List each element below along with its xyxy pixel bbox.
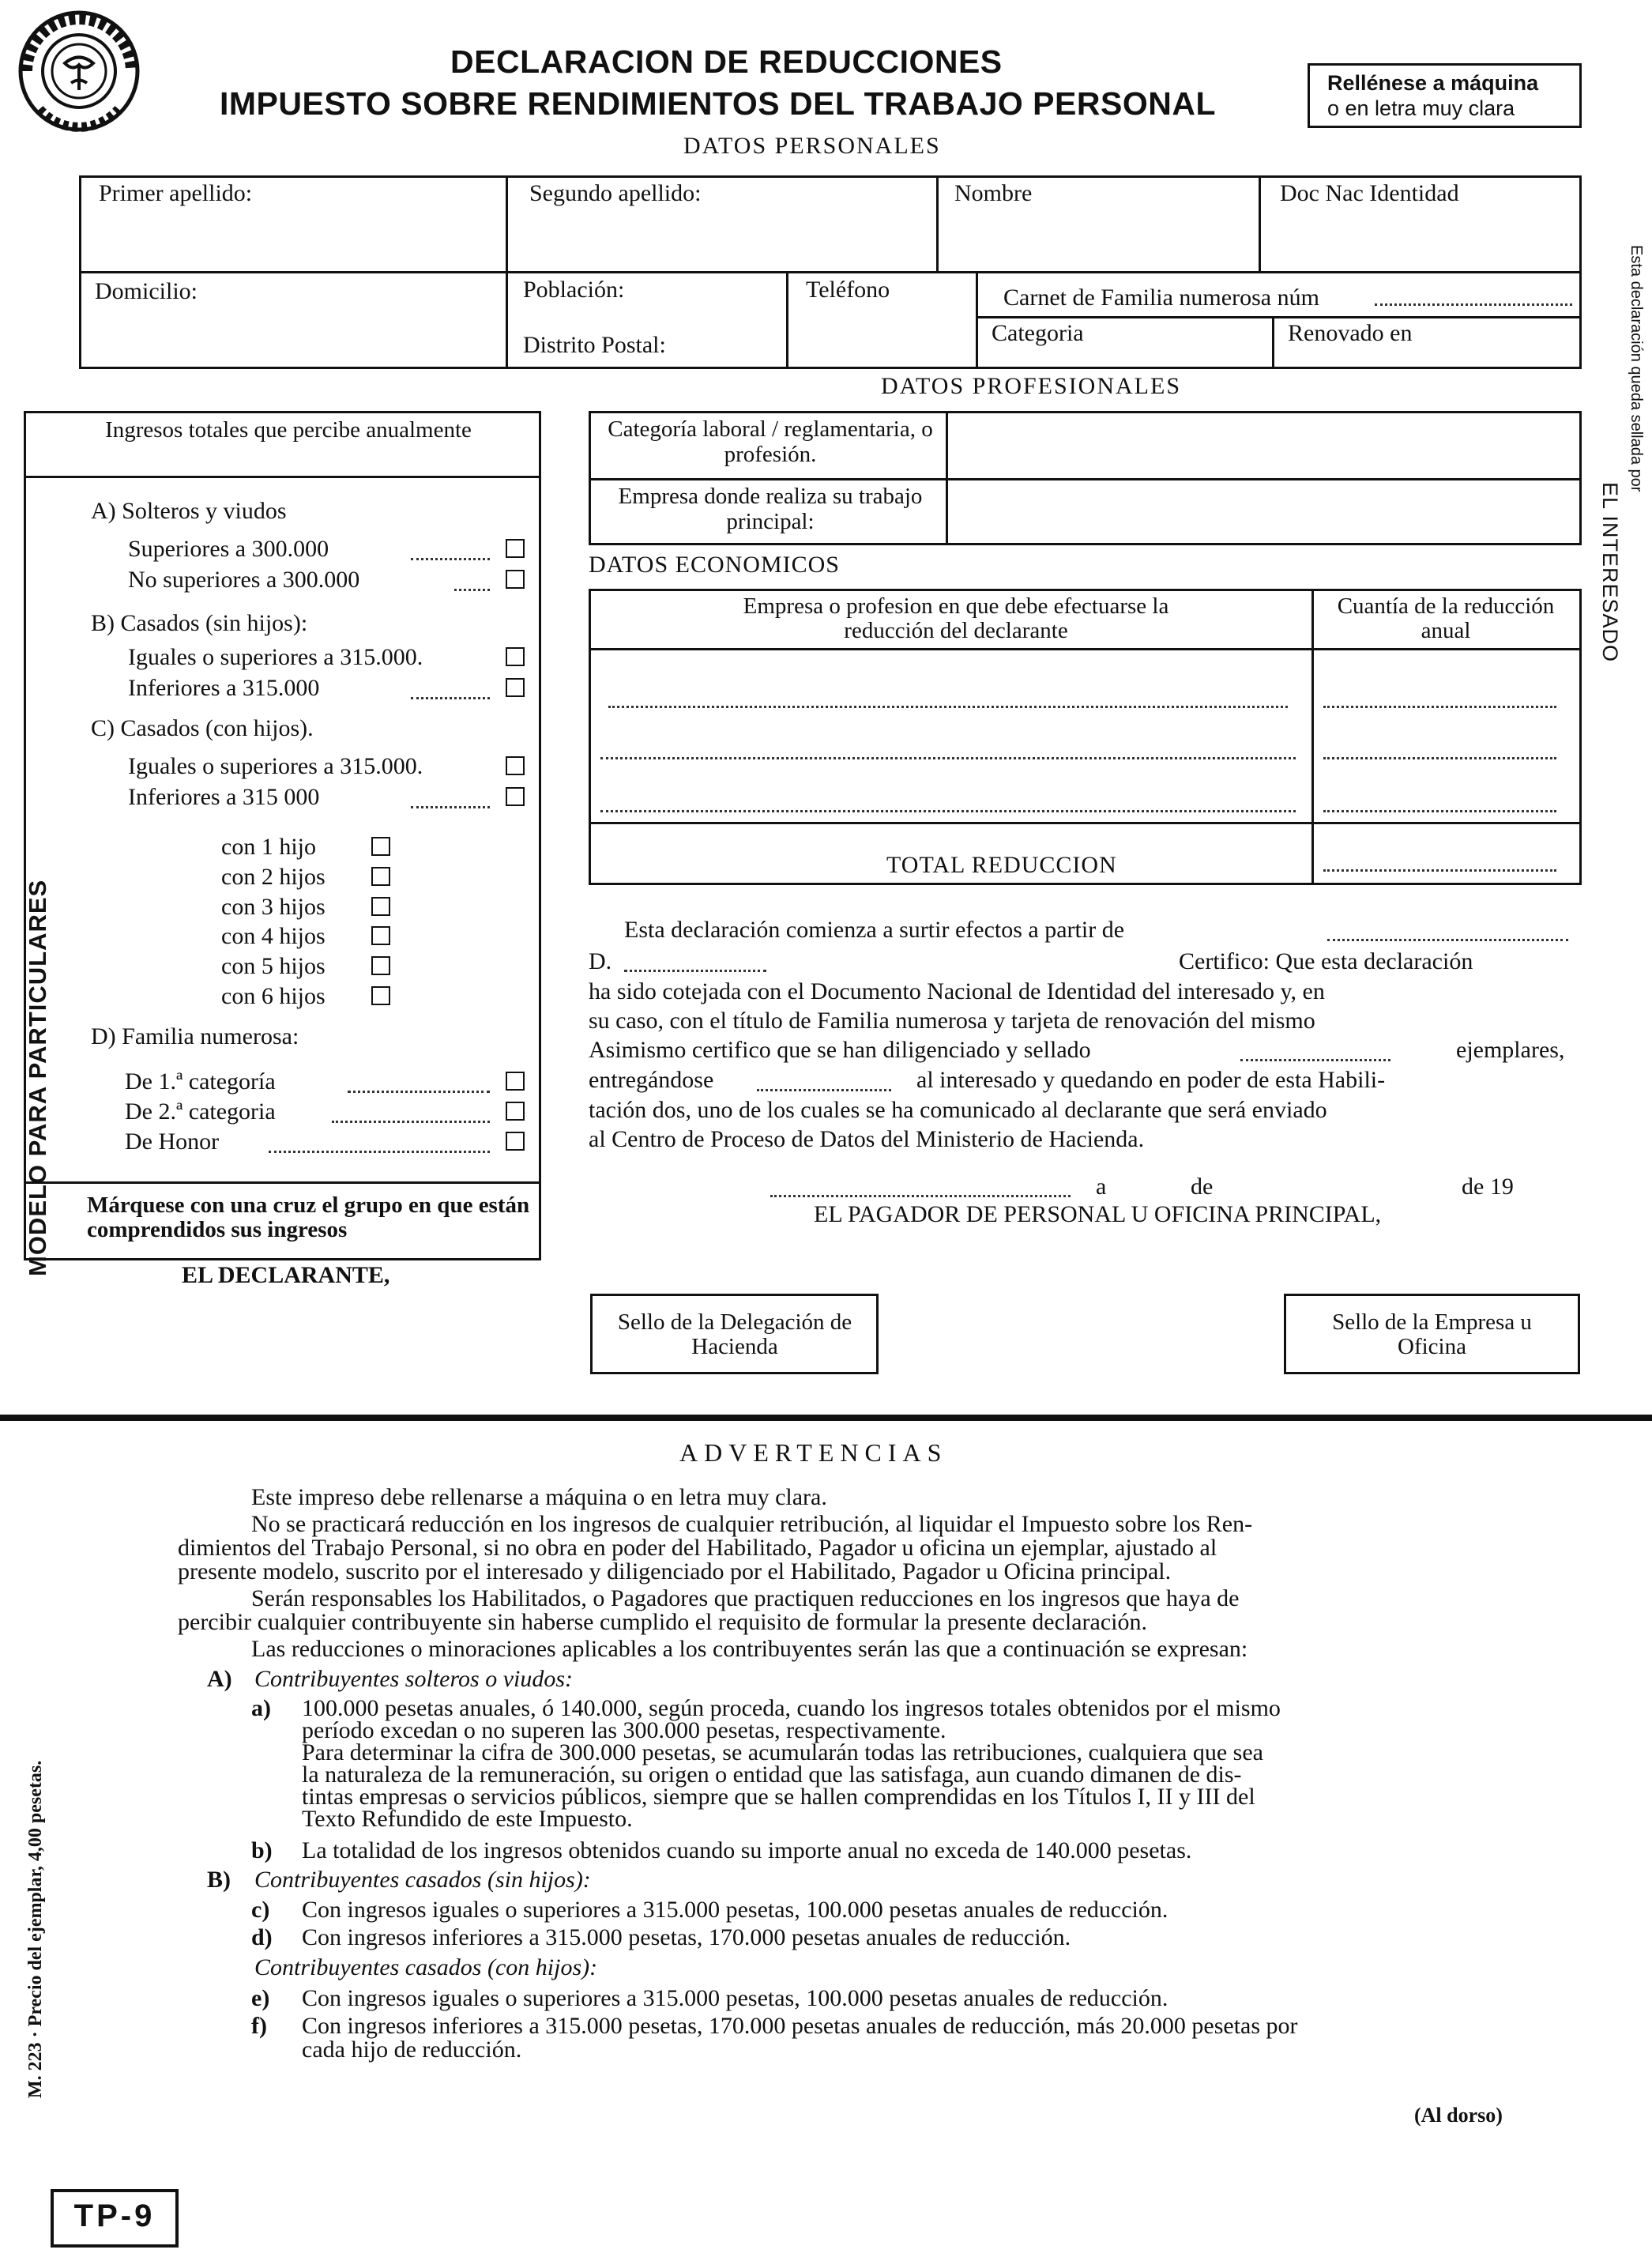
adv-b1: La totalidad de los ingresos obtenidos cuando su importe anual no exceda de 140.000 pesetas. (302, 1837, 1192, 1863)
cert-line-4: su caso, con el título de Familia numerosa y tarjeta de renovación del mismo (589, 1008, 1315, 1034)
label-nombre: Nombre (954, 180, 1033, 206)
checkbox-a-no-superiores[interactable] (506, 570, 525, 589)
date-a-label: a (1096, 1174, 1107, 1200)
option-d-cat2: De 2.ª categoria (125, 1098, 276, 1125)
option-b-inferiores: Inferiores a 315.000 (128, 675, 320, 701)
option-hijos-3: con 3 hijos (221, 894, 326, 920)
input-empresa-trabajo[interactable] (952, 484, 1576, 541)
cert-d-label: D. (589, 948, 612, 974)
adv-p3a: Serán responsables los Habilitados, o Pagadores que practiquen reducciones en los ingresos que haya de (251, 1585, 1240, 1611)
label-poblacion: Población: (523, 277, 625, 303)
input-total-reduccion[interactable] (1323, 869, 1556, 872)
option-hijos-1: con 1 hijo (221, 834, 316, 860)
form-title-line2: IMPUESTO SOBRE RENDIMIENTOS DEL TRABAJO PERSONAL (220, 85, 1216, 122)
cert-line-7: tación dos, uno de los cuales se ha comunicado al declarante que será enviado (589, 1097, 1327, 1123)
adv-p2b: dimientos del Trabajo Personal, si no obra en poder del Habilitado, Pagador u oficina un ejemplar, ajustado al (178, 1535, 1217, 1561)
adv-d-label: d) (251, 1924, 273, 1950)
input-domicilio[interactable] (87, 308, 498, 365)
input-lugar-fecha[interactable] (770, 1195, 1071, 1197)
label-carnet-familia: Carnet de Familia numerosa núm (1003, 284, 1319, 311)
label-segundo-apellido: Segundo apellido: (529, 180, 702, 206)
adv-a1: 100.000 pesetas anuales, ó 140.000, según proceda, cuando los ingresos totales obtenidos por el mismo (302, 1695, 1281, 1721)
option-hijos-2: con 2 hijos (221, 864, 326, 890)
checkbox-hijos-2[interactable] (371, 867, 390, 886)
checkbox-d-honor[interactable] (506, 1132, 525, 1151)
econ-row-1-cuantia[interactable] (1323, 706, 1556, 708)
adv-f1: Con ingresos inferiores a 315.000 pesetas, 170.000 pesetas anuales de reducción, más 20.000 pesetas por (302, 2013, 1298, 2039)
stamp-label-empresa: Sello de la Empresa u Oficina (1332, 1309, 1532, 1359)
ingresos-footer-note: Márquese con una cruz el grupo en que están comprendidos sus ingresos (87, 1193, 530, 1242)
adv-b-label: b) (251, 1837, 273, 1863)
adv-e1: Con ingresos iguales o superiores a 315.000 pesetas, 100.000 pesetas anuales de reducción. (302, 1985, 1168, 2011)
option-hijos-5: con 5 hijos (221, 953, 326, 979)
adv-e-label: e) (251, 1985, 270, 2011)
checkbox-b-inferiores[interactable] (506, 678, 525, 697)
checkbox-d-cat1[interactable] (506, 1072, 525, 1091)
option-hijos-6: con 6 hijos (221, 983, 326, 1009)
option-hijos-4: con 4 hijos (221, 923, 326, 949)
cert-line-5-end: ejemplares, (1456, 1037, 1565, 1063)
label-empresa-trabajo: Empresa donde realiza su trabajo principal: (618, 484, 923, 534)
form-title-line1: DECLARACION DE REDUCCIONES (450, 43, 1003, 80)
adv-a2: período excedan o no superen las 300.000 pesetas, respectivamente. (302, 1717, 946, 1743)
col-header-cuantia: Cuantía de la reducción anual (1337, 593, 1555, 643)
adv-c-label: c) (251, 1897, 270, 1923)
fill-instruction-line2: o en letra muy clara (1327, 96, 1515, 120)
adv-a3: Para determinar la cifra de 300.000 pesetas, se acumularán todas las retribuciones, cualquiera que sea (302, 1739, 1263, 1765)
cert-line-8: al Centro de Proceso de Datos del Ministerio de Hacienda. (589, 1126, 1145, 1152)
label-categoria-laboral: Categoría laboral / reglamentaria, o profesión. (608, 416, 933, 467)
adv-d1: Con ingresos inferiores a 315.000 pesetas, 170.000 pesetas anuales de reducción. (302, 1924, 1071, 1950)
stamp-label-delegacion: Sello de la Delegación de Hacienda (617, 1309, 852, 1359)
adv-p2a: No se practicará reducción en los ingresos de cualquier retribución, al liquidar el Impuesto sobre los Ren- (251, 1511, 1253, 1537)
side-label-interesado: EL INTERESADO (1598, 482, 1622, 663)
label-total-reduccion: TOTAL REDUCCION (886, 852, 1117, 878)
option-c-inferiores: Inferiores a 315 000 (128, 784, 320, 810)
input-poblacion[interactable] (514, 304, 778, 328)
checkbox-a-superiores[interactable] (506, 539, 525, 558)
checkbox-c-iguales[interactable] (506, 756, 525, 775)
adv-a4: la naturaleza de la remuneración, su origen o entidad que las satisfaga, aun cuando dimanen de dis- (302, 1762, 1242, 1788)
econ-row-1-empresa[interactable] (608, 706, 1288, 708)
checkbox-hijos-5[interactable] (371, 956, 390, 975)
label-primer-apellido: Primer apellido: (99, 180, 253, 206)
group-a-title: A) Solteros y viudos (91, 498, 287, 524)
input-categoria-laboral[interactable] (952, 417, 1576, 474)
input-telefono[interactable] (794, 308, 968, 365)
adv-C-title: Contribuyentes casados (con hijos): (254, 1954, 598, 1980)
form-code: TP-9 (73, 2199, 156, 2233)
input-ejemplares-sellados[interactable] (1240, 1059, 1390, 1061)
pagador-label: EL PAGADOR DE PERSONAL U OFICINA PRINCIPAL, (814, 1201, 1382, 1227)
label-distrito-postal: Distrito Postal: (523, 332, 666, 358)
label-telefono: Teléfono (806, 277, 890, 303)
label-categoria: Categoria (992, 320, 1084, 346)
fill-instruction-line1: Rellénese a máquina (1327, 71, 1539, 95)
option-a-no-superiores: No superiores a 300.000 (128, 567, 360, 593)
cert-line-2-end: Certifico: Que esta declaración (1179, 948, 1473, 974)
adv-f2: cada hijo de reducción. (302, 2037, 522, 2063)
section-title-datos-personales: DATOS PERSONALES (683, 133, 941, 159)
input-nombre[interactable] (944, 213, 1252, 267)
side-label-modelo: MODELO PARA PARTICULARES (24, 879, 51, 1276)
group-c-title: C) Casados (con hijos). (91, 715, 314, 741)
cert-line-6-end: al interesado y quedando en poder de esta Habili- (916, 1067, 1386, 1093)
option-c-iguales: Iguales o superiores a 315.000. (128, 753, 423, 779)
adv-c1: Con ingresos iguales o superiores a 315.000 pesetas, 100.000 pesetas anuales de reducción. (302, 1897, 1168, 1923)
econ-row-3-cuantia[interactable] (1323, 810, 1556, 812)
date-de-label: de (1191, 1174, 1214, 1200)
option-d-cat1: De 1.ª categoría (125, 1068, 276, 1095)
cert-line-3: ha sido cotejada con el Documento Nacional de Identidad del interesado y, en (589, 978, 1325, 1004)
al-dorso-label: (Al dorso) (1414, 2104, 1503, 2127)
adv-p2c: presente modelo, suscrito por el interesado y diligenciado por el Habilitado, Pagador u Oficina principal. (178, 1558, 1172, 1584)
advertencias-title: ADVERTENCIAS (679, 1438, 948, 1467)
label-domicilio: Domicilio: (95, 278, 198, 304)
checkbox-d-cat2[interactable] (506, 1102, 525, 1121)
adv-A-label: A) (207, 1666, 232, 1692)
cert-line-5-start: Asimismo certifico que se han diligenciado y sellado (589, 1037, 1091, 1063)
checkbox-b-iguales[interactable] (506, 647, 525, 666)
adv-a6: Texto Refundido de este Impuesto. (302, 1806, 633, 1832)
checkbox-hijos-6[interactable] (371, 986, 390, 1005)
side-label-precio: M. 223 · Precio del ejemplar, 4,00 pesetas. (25, 1760, 46, 2098)
checkbox-c-inferiores[interactable] (506, 787, 525, 806)
section-title-datos-economicos: DATOS ECONOMICOS (589, 552, 840, 578)
group-b-title: B) Casados (sin hijos): (91, 610, 308, 636)
seal-emblem (16, 8, 142, 134)
econ-row-3-empresa[interactable] (600, 810, 1296, 812)
input-categoria[interactable] (984, 348, 1264, 367)
option-a-superiores: Superiores a 300.000 (128, 536, 329, 562)
input-nombre-certificador[interactable] (624, 970, 766, 972)
adv-f-label: f) (251, 2013, 267, 2039)
adv-p3b: percibir cualquier contribuyente sin haberse cumplido el requisito de formular la presente declaración. (178, 1609, 1148, 1635)
adv-B-title: Contribuyentes casados (sin hijos): (254, 1867, 591, 1893)
label-el-declarante: EL DECLARANTE, (182, 1262, 390, 1288)
cert-line-6-start: entregándose (589, 1067, 714, 1093)
checkbox-hijos-1[interactable] (371, 837, 390, 856)
input-renovado-en[interactable] (1280, 348, 1576, 367)
cert-line-1: Esta declaración comienza a surtir efectos a partir de (624, 917, 1125, 943)
checkbox-hijos-4[interactable] (371, 926, 390, 945)
option-b-iguales: Iguales o superiores a 315.000. (128, 644, 423, 670)
adv-a5: tintas empresas o servicios públicos, siempre que se hallen comprendidas en los Títulos I, II y III del (302, 1784, 1255, 1810)
checkbox-hijos-3[interactable] (371, 897, 390, 916)
input-segundo-apellido[interactable] (514, 213, 928, 267)
side-label-sellada: Esta declaración queda sellada por (1628, 245, 1645, 492)
date-de19-label: de 19 (1462, 1174, 1514, 1200)
ingresos-header: Ingresos totales que percibe anualmente (105, 417, 472, 443)
adv-B-label: B) (207, 1867, 231, 1893)
input-primer-apellido[interactable] (87, 213, 498, 267)
adv-p1: Este impreso debe rellenarse a máquina o en letra muy clara. (251, 1484, 827, 1510)
section-title-datos-profesionales: DATOS PROFESIONALES (881, 373, 1182, 399)
section-divider (0, 1415, 1652, 1421)
group-d-title: D) Familia numerosa: (91, 1023, 299, 1049)
input-doc-identidad[interactable] (1266, 213, 1575, 267)
adv-a-label: a) (251, 1695, 271, 1721)
econ-row-2-empresa[interactable] (600, 757, 1296, 759)
econ-row-2-cuantia[interactable] (1323, 757, 1556, 759)
col-header-empresa: Empresa o profesion en que debe efectuarse la reducción del declarante (743, 593, 1169, 643)
adv-p4: Las reducciones o minoraciones aplicables a los contribuyentes serán las que a continuación se expresan: (251, 1636, 1248, 1662)
label-renovado-en: Renovado en (1288, 320, 1413, 346)
adv-A-title: Contribuyentes solteros o viudos: (254, 1666, 574, 1692)
option-d-honor: De Honor (125, 1128, 220, 1155)
input-ejemplares-entregados[interactable] (757, 1089, 891, 1091)
label-doc-identidad: Doc Nac Identidad (1280, 180, 1459, 206)
input-fecha-efectos[interactable] (1327, 939, 1568, 941)
